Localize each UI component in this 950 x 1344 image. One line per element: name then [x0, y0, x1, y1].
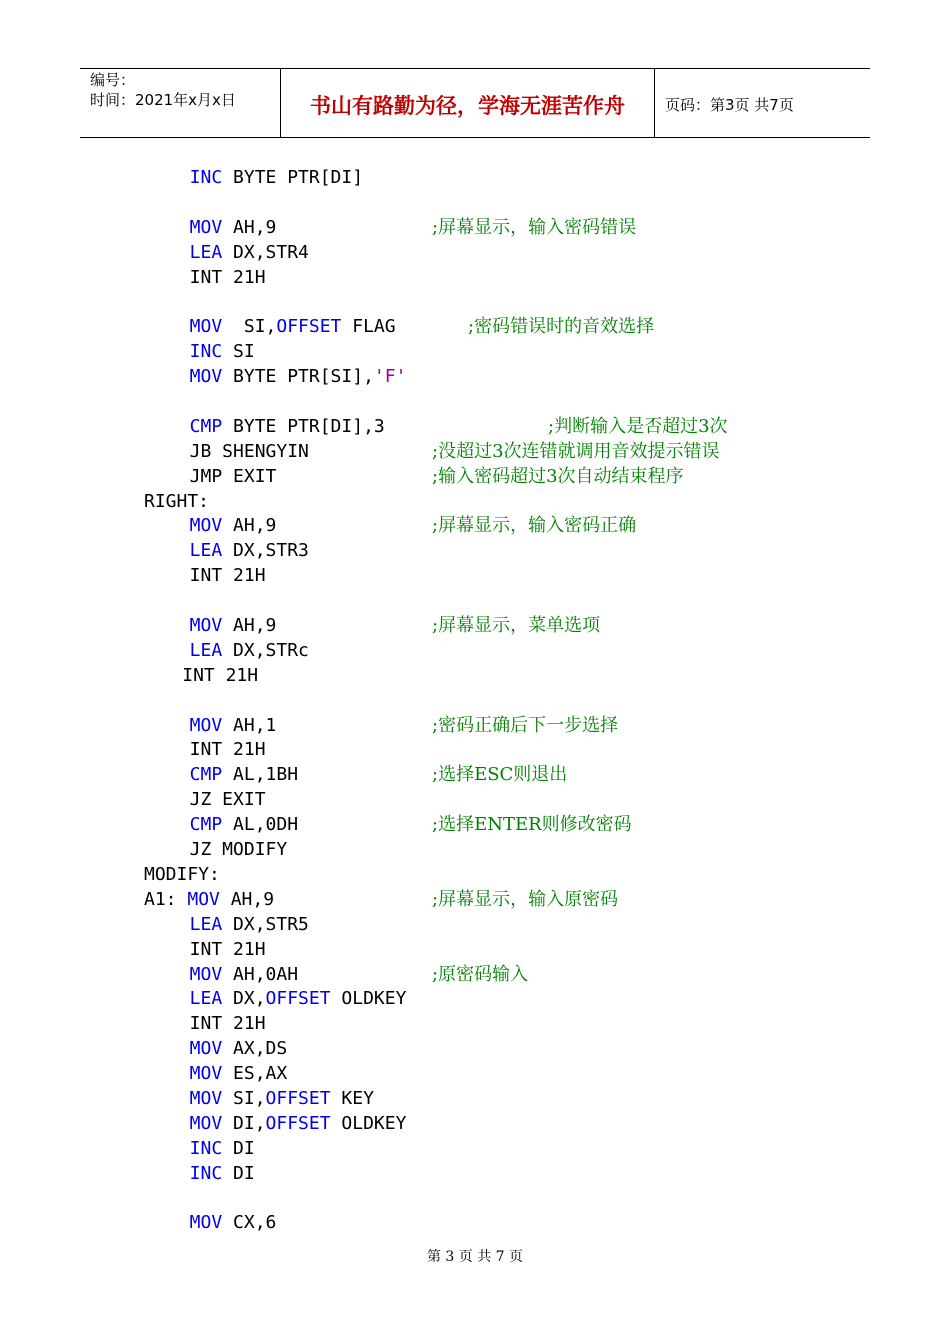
code-keyword: MOV	[189, 1212, 223, 1234]
code-token: AX,DS	[222, 1038, 288, 1060]
code-token: AH,9	[222, 216, 277, 238]
code-keyword: MOV	[189, 963, 223, 985]
code-line	[0, 315, 950, 340]
code-token: KEY	[330, 1087, 374, 1109]
code-token: CX,6	[222, 1212, 277, 1234]
code-keyword: LEA	[189, 988, 223, 1010]
code-line	[0, 490, 950, 515]
code-text	[190, 340, 255, 365]
code-text	[144, 863, 220, 888]
code-comment: ;没超过3次连错就调用音效提示错误	[432, 440, 720, 462]
code-token: JZ EXIT	[189, 789, 266, 811]
code-token: INT 21H	[189, 739, 266, 761]
code-text	[144, 490, 209, 515]
code-text	[190, 639, 309, 664]
code-text	[144, 888, 274, 913]
blank-line	[0, 191, 950, 216]
code-line	[0, 365, 950, 390]
code-line	[0, 1211, 950, 1236]
code-line	[0, 216, 950, 241]
code-line	[0, 788, 950, 813]
blank-line	[0, 290, 950, 315]
header-middle-cell	[281, 69, 655, 137]
code-comment: ;判断输入是否超过3次	[548, 415, 728, 437]
header-page-info: 页码：第3页 共7页	[665, 96, 794, 114]
code-line	[0, 664, 950, 689]
code-keyword: CMP	[189, 415, 223, 437]
document-time-label: 时间：2021年x月x日	[90, 91, 236, 109]
code-line	[0, 1162, 950, 1187]
code-text	[190, 963, 298, 988]
header-motto: 书山有路勤为径，学海无涯苦作舟	[310, 94, 625, 118]
code-line	[0, 1087, 950, 1112]
code-text	[182, 664, 258, 689]
code-text	[190, 241, 309, 266]
code-token: DI	[222, 1162, 255, 1184]
code-token: RIGHT:	[144, 490, 210, 512]
code-token: DX,STR3	[222, 540, 309, 562]
code-token: AH,0AH	[222, 963, 299, 985]
code-keyword: CMP	[189, 764, 223, 786]
code-keyword: MOV	[189, 216, 223, 238]
code-text	[190, 539, 309, 564]
code-line	[0, 763, 950, 788]
code-comment: ;屏幕显示，输入原密码	[432, 888, 619, 910]
code-token: SI,	[222, 316, 277, 338]
code-line	[0, 913, 950, 938]
code-token: BYTE PTR[DI]	[222, 167, 364, 188]
blank-line	[0, 689, 950, 714]
code-comment: ;输入密码超过3次自动结束程序	[432, 465, 684, 487]
code-text	[190, 788, 266, 813]
code-text	[190, 1062, 288, 1087]
code-token: AH,9	[219, 888, 275, 910]
code-token: DX,	[222, 988, 266, 1010]
code-keyword: OFFSET	[265, 988, 331, 1010]
code-comment: ;密码正确后下一步选择	[432, 714, 619, 736]
code-text	[190, 415, 385, 440]
header-left-cell	[80, 69, 281, 137]
header-right-cell	[655, 69, 870, 137]
code-keyword: CMP	[189, 814, 223, 836]
code-token: INT 21H	[189, 938, 266, 960]
code-token: MODIFY:	[144, 863, 220, 885]
code-token: JMP EXIT	[189, 465, 277, 487]
code-token: DX,STRc	[222, 639, 309, 661]
page-footer: 第 3 页 共 7 页	[426, 1249, 524, 1265]
code-token: AL,0DH	[222, 814, 299, 836]
code-token: INT 21H	[182, 664, 259, 686]
code-text	[190, 266, 266, 291]
code-token: SI	[222, 341, 255, 363]
code-text	[190, 813, 298, 838]
code-token: JZ MODIFY	[189, 839, 288, 861]
code-line	[0, 465, 950, 490]
code-text	[190, 1037, 288, 1062]
code-keyword: OFFSET	[265, 1112, 331, 1134]
code-text	[190, 315, 396, 340]
blank-line	[0, 1187, 950, 1212]
code-text	[190, 614, 277, 639]
code-keyword: MOV	[189, 1112, 223, 1134]
code-token: INT 21H	[189, 1013, 266, 1035]
code-comment: ;屏幕显示，输入密码正确	[432, 515, 637, 537]
code-token: AH,9	[222, 615, 277, 637]
code-line	[0, 738, 950, 763]
code-keyword: INC	[189, 167, 223, 188]
code-token: AH,1	[222, 714, 277, 736]
code-keyword: MOV	[189, 366, 223, 388]
code-text	[190, 938, 266, 963]
code-line	[0, 1062, 950, 1087]
code-comment: ;选择ENTER则修改密码	[432, 814, 632, 836]
code-keyword: INC	[189, 1162, 223, 1184]
code-line	[0, 440, 950, 465]
code-keyword: MOV	[189, 1063, 223, 1085]
code-line	[0, 714, 950, 739]
code-keyword: INC	[189, 1137, 223, 1159]
code-text	[190, 166, 363, 191]
code-token: DX,STR4	[222, 241, 309, 263]
code-comment: ;原密码输入	[432, 963, 529, 985]
code-keyword: MOV	[187, 888, 220, 910]
code-line	[0, 266, 950, 291]
code-line	[0, 987, 950, 1012]
code-token: A1:	[144, 888, 188, 910]
assembly-code-block	[0, 166, 950, 1236]
code-text	[190, 987, 407, 1012]
code-token: INT 21H	[189, 565, 266, 587]
code-token: JB SHENGYIN	[189, 440, 309, 462]
code-line	[0, 1137, 950, 1162]
code-string: 'F'	[373, 366, 407, 388]
code-token: AH,9	[222, 515, 277, 537]
code-text	[190, 738, 266, 763]
code-line	[0, 813, 950, 838]
code-token: BYTE PTR[DI],3	[222, 415, 385, 437]
code-token: AL,1BH	[222, 764, 299, 786]
code-text	[190, 838, 288, 863]
code-text	[190, 216, 277, 241]
code-text	[190, 1211, 277, 1236]
code-comment: ;屏幕显示，输入密码错误	[432, 216, 637, 238]
code-token: DI	[222, 1137, 255, 1159]
code-keyword: MOV	[189, 515, 223, 537]
code-keyword: MOV	[189, 615, 223, 637]
code-token: ES,AX	[222, 1063, 288, 1085]
code-keyword: LEA	[189, 241, 223, 263]
document-number-label: 编号：	[90, 71, 136, 89]
code-keyword: MOV	[189, 714, 223, 736]
code-token: DI,	[222, 1112, 266, 1134]
code-keyword: INC	[189, 341, 223, 363]
code-token: FLAG	[341, 316, 396, 338]
code-line	[0, 888, 950, 913]
code-line	[0, 838, 950, 863]
code-keyword: OFFSET	[276, 316, 342, 338]
code-line	[0, 1037, 950, 1062]
code-keyword: LEA	[189, 913, 223, 935]
code-token: BYTE PTR[SI],	[222, 366, 374, 388]
code-line	[0, 963, 950, 988]
code-token: OLDKEY	[330, 988, 407, 1010]
code-line	[0, 614, 950, 639]
code-line	[0, 639, 950, 664]
code-line	[0, 166, 950, 191]
code-keyword: OFFSET	[265, 1087, 331, 1109]
code-keyword: MOV	[189, 1087, 223, 1109]
code-text	[190, 714, 277, 739]
code-text	[190, 1162, 255, 1187]
code-text	[190, 465, 277, 490]
code-text	[190, 1087, 374, 1112]
code-token: OLDKEY	[330, 1112, 407, 1134]
blank-line	[0, 589, 950, 614]
code-text	[190, 1012, 266, 1037]
code-text	[190, 763, 298, 788]
code-line	[0, 241, 950, 266]
code-comment: ;密码错误时的音效选择	[468, 316, 655, 338]
code-line	[0, 1112, 950, 1137]
code-line	[0, 340, 950, 365]
code-keyword: MOV	[189, 316, 223, 338]
code-token: DX,STR5	[222, 913, 309, 935]
code-line	[0, 539, 950, 564]
code-text	[190, 440, 309, 465]
code-text	[190, 365, 407, 390]
code-keyword: MOV	[189, 1038, 223, 1060]
code-line	[0, 863, 950, 888]
code-line	[0, 938, 950, 963]
code-line	[0, 415, 950, 440]
code-token: INT 21H	[189, 266, 266, 288]
code-comment: ;屏幕显示，菜单选项	[432, 615, 601, 637]
code-text	[190, 564, 266, 589]
code-line	[0, 1012, 950, 1037]
page-header	[80, 68, 870, 138]
code-line	[0, 514, 950, 539]
code-text	[190, 514, 277, 539]
code-line	[0, 564, 950, 589]
code-text	[190, 913, 309, 938]
code-comment: ;选择ESC则退出	[432, 764, 568, 786]
code-text	[190, 1112, 407, 1137]
code-token: SI,	[222, 1087, 266, 1109]
code-text	[190, 1137, 255, 1162]
blank-line	[0, 390, 950, 415]
code-keyword: LEA	[189, 540, 223, 562]
code-keyword: LEA	[189, 639, 223, 661]
